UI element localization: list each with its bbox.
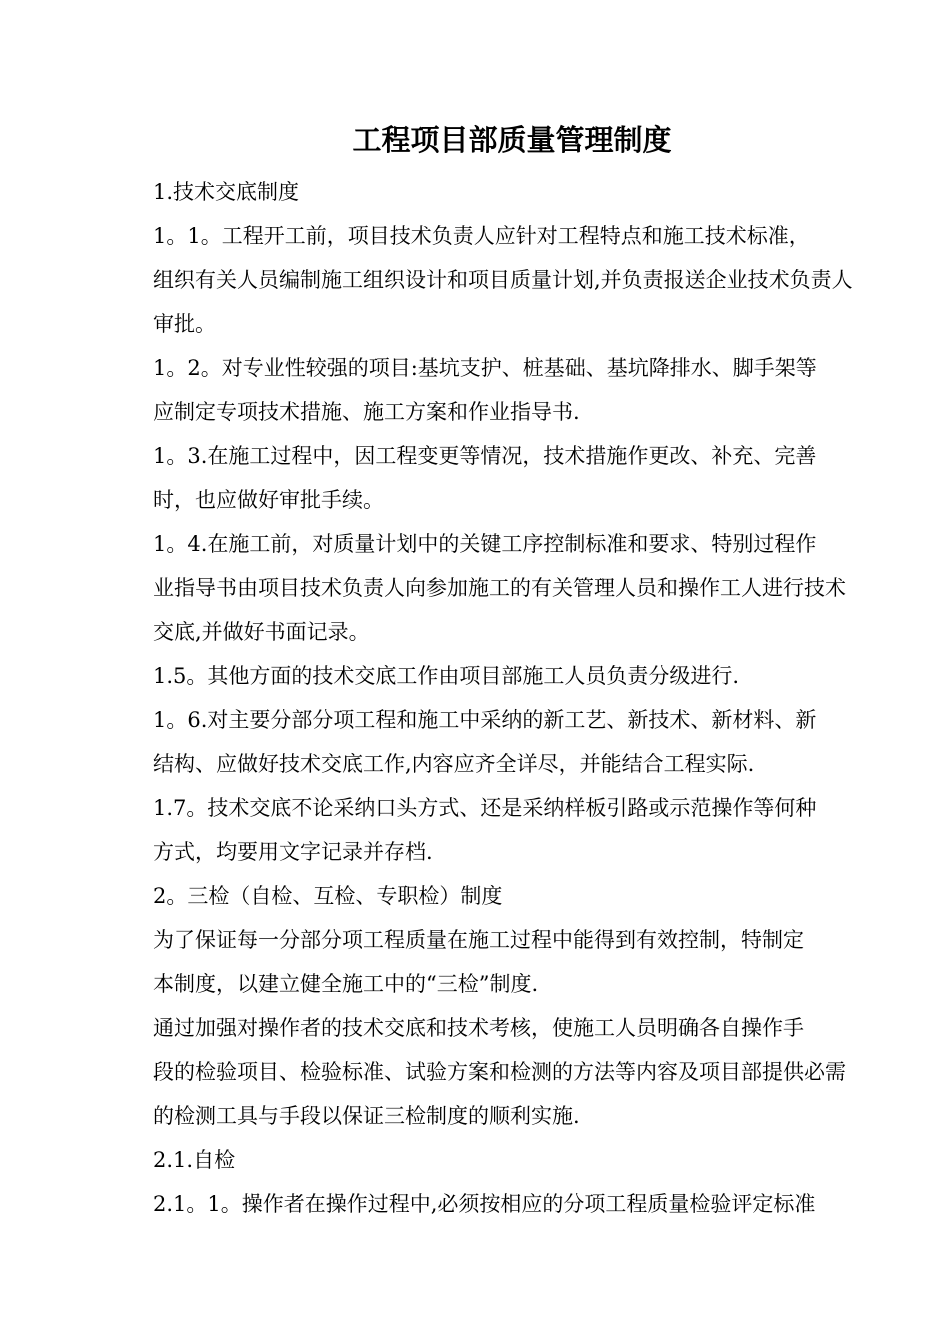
text-line: 交底,并做好书面记录。 [153, 620, 370, 644]
text-line: 方式，均要用文字记录并存档. [153, 840, 433, 864]
text-line: 通过加强对操作者的技术交底和技术考核，使施工人员明确各自操作手 [153, 1016, 804, 1040]
text-line: 结构、应做好技术交底工作,内容应齐全详尽，并能结合工程实际. [153, 752, 755, 776]
text-line: 2.1.自检 [153, 1148, 236, 1172]
document-body [110, 170, 862, 1226]
paragraph-1-5 [110, 654, 862, 698]
text-line: 1.5。其他方面的技术交底工作由项目部施工人员负责分级进行. [153, 664, 740, 688]
text-line: 本制度，以建立健全施工中的“三检”制度. [153, 972, 539, 996]
paragraph-1-6 [110, 698, 862, 786]
text-line: 1。2。对专业性较强的项目:基坑支护、桩基础、基坑降排水、脚手架等 [153, 356, 817, 380]
text-line: 1。4.在施工前，对质量计划中的关键工序控制标准和要求、特别过程作 [153, 532, 817, 556]
text-line: 为了保证每一分部分项工程质量在施工过程中能得到有效控制，特制定 [153, 928, 804, 952]
text-line: 应制定专项技术措施、施工方案和作业指导书. [153, 400, 580, 424]
paragraph-1-7 [110, 786, 862, 874]
paragraph-1-1 [110, 214, 862, 346]
text-line: 2。三检（自检、互检、专职检）制度 [153, 884, 503, 908]
text-line: 组织有关人员编制施工组织设计和项目质量计划,并负责报送企业技术负责人 [153, 268, 853, 292]
section-heading-tech-disclosure [110, 170, 862, 214]
paragraph-1-3 [110, 434, 862, 522]
text-line: 1。1。工程开工前，项目技术负责人应针对工程特点和施工技术标准， [153, 224, 810, 248]
paragraph-1-4 [110, 522, 862, 654]
text-line: 1.7。技术交底不论采纳口头方式、还是采纳样板引路或示范操作等何种 [153, 796, 817, 820]
section-heading-three-inspections [110, 874, 862, 918]
text-line: 的检测工具与手段以保证三检制度的顺利实施. [153, 1104, 580, 1128]
text-line: 时，也应做好审批手续。 [153, 488, 384, 512]
text-line: 1.技术交底制度 [153, 180, 300, 204]
text-line: 段的检验项目、检验标准、试验方案和检测的方法等内容及项目部提供必需 [153, 1060, 846, 1084]
text-line: 1。3.在施工过程中，因工程变更等情况，技术措施作更改、补充、完善 [153, 444, 817, 468]
document-title: 工程项目部质量管理制度 [352, 123, 672, 157]
text-line: 业指导书由项目技术负责人向参加施工的有关管理人员和操作工人进行技术 [153, 576, 846, 600]
paragraph-three-inspections-purpose [110, 918, 862, 1006]
text-line: 审批。 [153, 312, 216, 336]
paragraph-three-inspections-method [110, 1006, 862, 1138]
paragraph-2-1-1 [110, 1182, 862, 1226]
section-heading-self-inspection [110, 1138, 862, 1182]
text-line: 2.1。1。操作者在操作过程中,必须按相应的分项工程质量检验评定标准 [153, 1192, 816, 1216]
text-line: 1。6.对主要分部分项工程和施工中采纳的新工艺、新技术、新材料、新 [153, 708, 817, 732]
paragraph-1-2 [110, 346, 862, 434]
